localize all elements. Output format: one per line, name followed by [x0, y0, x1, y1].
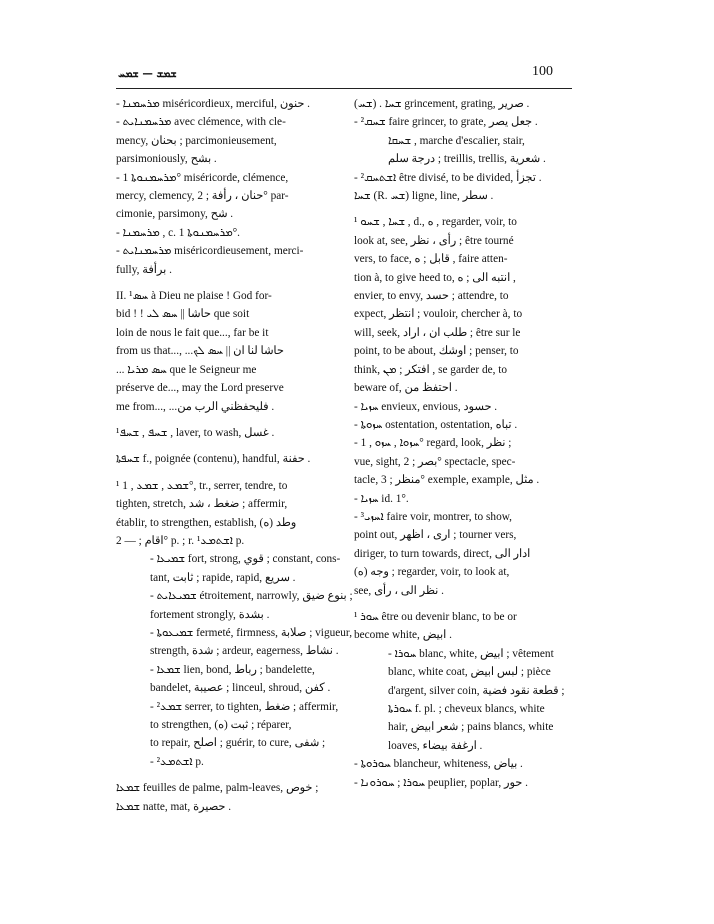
entry-line: ܚܘܪܬܐ f. pl. ; cheveux blancs, white: [388, 703, 545, 715]
entry-line: ¹ ܫܡܥ , ܫܡܥ , 1°, tr., serrer, tendre, to: [116, 479, 288, 492]
dictionary-entry: [354, 187, 572, 205]
entry-line: ¹ ܚܘܪ être ou devenir blanc, to be or: [354, 610, 517, 623]
entry-line: - ܡܪܚܡܢܐ , c. ܡܪܚܡܢܘܬܐ 1°.: [116, 226, 240, 239]
dictionary-entry: [116, 424, 340, 442]
entry-line: mercy, clemency, حنان ، رأفة ; 2° par-: [116, 190, 289, 203]
entry-line: beware of, احتفظ من .: [354, 382, 458, 395]
entry-line: envier, to envy, حسد ; attendre, to: [354, 290, 509, 303]
entry-line: - ²ܐܫܬܡܥ p.: [150, 755, 204, 768]
dictionary-entry: [116, 169, 340, 224]
entry-line: - ܚܙܝܐ id. 1°.: [354, 492, 409, 505]
entry-line: - ܚܙܘܬܐ ostentation, ostentation, تباه .: [354, 418, 518, 431]
entry-line: ܫܡܥܐ natte, mat, حصيرة .: [116, 800, 232, 813]
entry-line: - ²ܫܡܥ serrer, to tighten, ضغط ; affermir,: [150, 700, 339, 713]
dictionary-entry: [354, 132, 572, 169]
left-column: [116, 95, 353, 816]
entry-line: strength, شدة ; ardeur, eagerness, نشاط .: [150, 645, 339, 658]
entry-line: ¹ܫܚܦ , ܫܚܦ , laver, to wash, غسل .: [116, 426, 275, 439]
entry-line: - ²ܫܚܩ faire grincer, to grate, جعل يصر .: [354, 116, 538, 129]
entry-line: diriger, to turn towards, direct, ادار الى: [354, 547, 531, 560]
entry-line: ܫܚܐ (R. ܫܚ) ligne, line, سطر .: [354, 190, 494, 203]
dictionary-entry: [116, 95, 340, 113]
entry-line: point out, ارى ، اظهر ; tourner vers,: [354, 529, 517, 542]
entry-line: - ܫܡܝܥܘܬܐ fermeté, firmness, صلابة ; vigueur,: [150, 626, 353, 639]
entry-line: d'argent, silver coin, قطعة نقود فضية ;: [388, 684, 565, 697]
entry-line: ... ܚܣ ܡܪܝܐ que le Seigneur me: [116, 363, 257, 376]
dictionary-entry: [116, 287, 340, 416]
dictionary-entry: [354, 113, 572, 131]
entry-line: préserve de..., may the Lord preserve: [116, 382, 284, 395]
entry-gap: [116, 442, 340, 450]
entry-line: mency, بحنان ; parcimonieusement,: [116, 134, 277, 147]
entry-line: hair, شعر ابيض ; pains blancs, white: [388, 721, 554, 734]
running-head: ܫܡܫ — ܫܡܚ: [118, 68, 177, 80]
entry-line: - ܡܪܚܡܢܐܝܬ miséricordieusement, merci-: [116, 245, 304, 258]
entry-line: - ܡܪܚܡܢܐܝܬ avec clémence, with cle-: [116, 116, 286, 129]
entry-line: ¹ ܫܚܐ , ܫܚܘ , d., ه , regarder, voir, to: [354, 216, 517, 229]
dictionary-entry: [116, 113, 340, 168]
entry-line: cimonie, parsimony, شح .: [116, 208, 234, 221]
entry-gap: [116, 469, 340, 477]
entry-line: to strengthen, (ه) ثبت ; réparer,: [150, 719, 292, 731]
dictionary-entry: [354, 95, 572, 113]
entry-gap: [116, 279, 340, 287]
entry-line: to repair, اصلح ; guérir, to cure, شفى ;: [150, 737, 326, 750]
entry-line: - ²ܐܫܬܚܩ être divisé, to be divided, تجزأ .: [354, 171, 542, 184]
entry-line: اقام ; — 2° p. ; r. ܐܫܬܡܥ¹ p.: [116, 534, 245, 547]
entry-line: - ܫܡܝܥܐܝܬ étroitement, narrowly, بنوع ضيق ;: [150, 590, 353, 603]
dictionary-entry: [116, 550, 340, 587]
dictionary-entry: [116, 450, 340, 468]
entry-line: vers, to face, قابل ; ه , faire atten-: [354, 253, 508, 266]
dictionary-entry: [354, 645, 572, 755]
entry-line: (ه) وجه ; regarder, voir, to look at,: [354, 566, 510, 579]
entry-line: think, افتكر ; ܡܢ , se garder de, to: [354, 363, 508, 376]
entry-line: - ܡܪܚܡܢܘܬܐ 1° miséricorde, clémence,: [116, 171, 289, 184]
entry-line: (ܫܚ) . ܫܚܐ grincement, grating, صرير .: [354, 98, 530, 110]
dictionary-entry: [116, 242, 340, 279]
entry-line: درجة سلم ; treillis, trellis, شعرية .: [388, 153, 546, 166]
entry-line: expect, انتظر ; vouloir, chercher à, to: [354, 308, 523, 321]
dictionary-entry: [354, 755, 572, 773]
dictionary-entry: [354, 434, 572, 489]
entry-line: vue, sight, بصر ; 2° spectacle, spec-: [354, 455, 516, 468]
entry-line: become white, ابيض .: [354, 629, 452, 642]
entry-line: bandelet, عصيبة ; linceul, shroud, كفن .: [150, 682, 331, 695]
entry-line: loaves, ارغفة بيضاء .: [388, 739, 483, 752]
entry-line: blanc, white coat, لبس ابيض ; pièce: [388, 666, 551, 679]
entry-gap: [354, 205, 572, 213]
dictionary-entry: [116, 698, 340, 772]
dictionary-entry: [354, 169, 572, 187]
entry-line: tant, ثابت ; rapide, rapid, سريع .: [150, 571, 296, 584]
entry-line: me from..., ...فليحفظني الرب من .: [116, 400, 275, 413]
entry-line: tion à, to give heed to, انتبه الى ; ه ,: [354, 271, 516, 284]
entry-line: - ܡܪܚܡܢܐ miséricordieux, merciful, حنون .: [116, 98, 310, 110]
dictionary-entry: [354, 398, 572, 416]
entry-line: will, seek, طلب ان ، اراد ; être sur le: [354, 326, 521, 339]
dictionary-entry: [354, 508, 572, 600]
entry-line: look at, see, رأى ، نظر ; être tourné: [354, 234, 514, 247]
dictionary-entry: [116, 661, 340, 698]
entry-gap: [116, 771, 340, 779]
right-column: [354, 95, 572, 792]
dictionary-entry: [354, 416, 572, 434]
entry-line: loin de nous le fait que..., far be it: [116, 326, 269, 339]
dictionary-entry: [354, 608, 572, 645]
dictionary-entry: [116, 587, 353, 624]
header-rule: [116, 88, 572, 89]
entry-line: - ܚܙܝܐ envieux, envious, حسود .: [354, 400, 498, 413]
dictionary-entry: [116, 779, 340, 816]
dictionary-entry: [116, 224, 340, 242]
entry-line: ܫܡܥܐ feuilles de palme, palm-leaves, خوص ;: [116, 782, 319, 795]
entry-line: établir, to strengthen, establish, (ه) وطد: [116, 516, 297, 529]
entry-line: see, نظر الى ، رأى .: [354, 584, 444, 597]
entry-line: fully, برأفة .: [116, 263, 172, 276]
entry-line: tacle, منظر ; 3° exemple, example, مثل .: [354, 474, 540, 487]
entry-gap: [116, 416, 340, 424]
entry-line: tighten, stretch, ضغط ، شد ; affermir,: [116, 498, 288, 511]
entry-line: - ܫܡܝܥܐ fort, strong, قوي ; constant, cons-: [150, 553, 341, 566]
entry-line: - ܚܙܘܐ , ܚܙܘ , 1° regard, look, نظر ;: [354, 437, 512, 450]
entry-line: II. ¹ܚܣ à Dieu ne plaise ! God for-: [116, 290, 272, 303]
entry-line: fortement strongly, بشدة .: [150, 608, 270, 621]
entry-line: bid ! ! حاشا || ܚܣ ܠܝ que soit: [116, 308, 250, 321]
entry-line: from us that..., ...حاشا لنا ان || ܚܣ ܠܟ: [116, 345, 284, 358]
entry-line: parsimoniously, بشح .: [116, 153, 217, 166]
dictionary-entry: [354, 213, 572, 397]
dictionary-entry: [116, 477, 340, 551]
dictionary-entry: [354, 774, 572, 792]
page-number: 100: [532, 64, 553, 79]
entry-line: ܫܚܩܐ , marche d'escalier, stair,: [388, 134, 525, 147]
dictionary-entry: [116, 624, 353, 661]
entry-line: - ³ܐܚܙܝ faire voir, montrer, to show,: [354, 510, 512, 523]
entry-line: - ܚܘܪܘܬܐ blancheur, whiteness, بياض .: [354, 758, 523, 771]
entry-gap: [354, 600, 572, 608]
entry-line: - ܫܡܥܐ lien, bond, رباط ; bandelette,: [150, 663, 315, 676]
entry-line: - ܚܘܪܐ ; ܚܘܪܘܢܐ peuplier, poplar, حور .: [354, 776, 528, 789]
entry-line: ܫܚܦܬܐ f., poignée (contenu), handful, حفنة .: [116, 453, 311, 466]
entry-line: point, to be about, اوشك ; penser, to: [354, 345, 519, 358]
entry-line: - ܚܘܪܐ blanc, white, ابيض ; vêtement: [388, 647, 554, 660]
dictionary-entry: [354, 490, 572, 508]
